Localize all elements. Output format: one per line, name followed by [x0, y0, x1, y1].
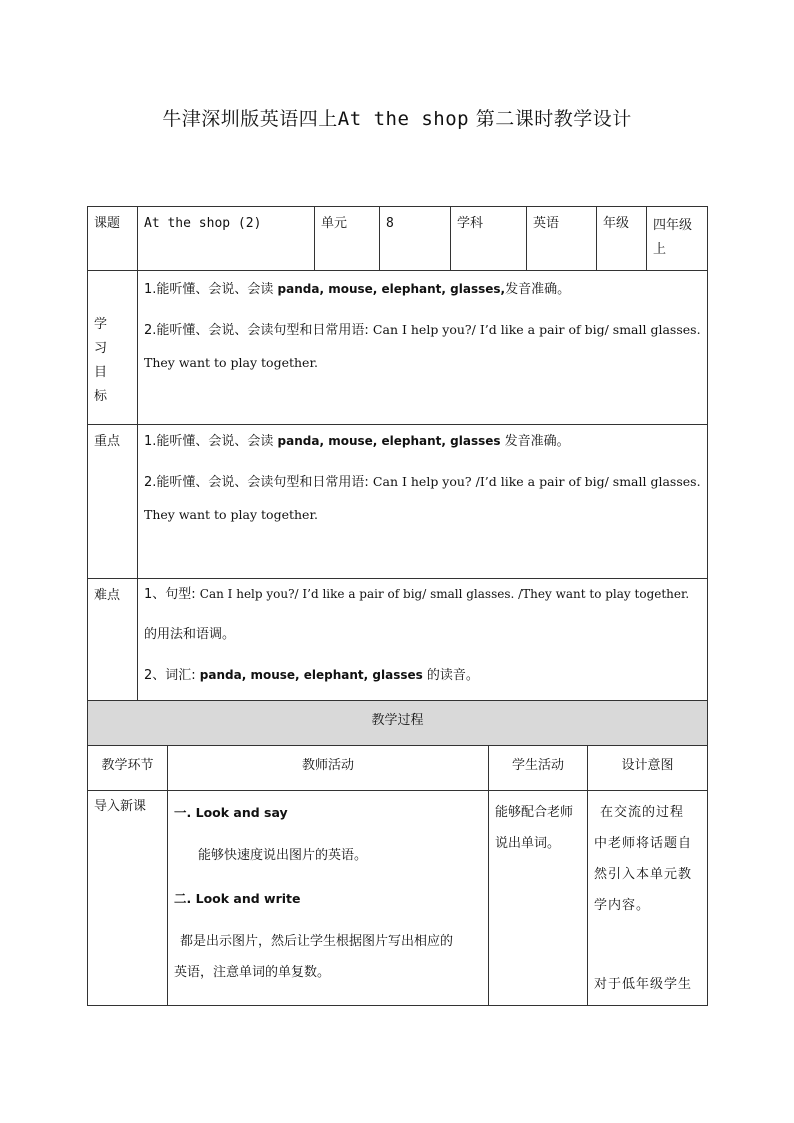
col-intent: 设计意图	[588, 746, 708, 791]
difficult-line-3: 2、词汇: panda, mouse, elephant, glasses 的读音。	[144, 668, 479, 683]
intent-line-1: 在交流的过程	[600, 805, 685, 820]
difficult-label: 难点	[88, 579, 138, 701]
stage-cell: 导入新课	[88, 791, 168, 1006]
grade-label: 年级	[597, 207, 647, 271]
grade-value: 四年级上	[647, 207, 708, 271]
key-line-2: 2.能听懂、会说、会读句型和日常用语: Can I help you? /I’d like a pair of big/ small glasses.	[144, 474, 701, 490]
subject-value: 英语	[527, 207, 597, 271]
unit-label: 单元	[315, 207, 380, 271]
difficult-content	[138, 579, 708, 701]
topic-value: At the shop (2)	[138, 207, 315, 271]
key-line-3: They want to play together.	[144, 507, 319, 522]
goals-label: 学习目标	[88, 271, 138, 425]
goal-line-2: 2.能听懂、会说、会读句型和日常用语: Can I help you?/ I’d like a pair of big/ small glasses.	[144, 322, 701, 338]
intent-line-4: 学内容。	[594, 898, 651, 913]
col-teacher: 教师活动	[168, 746, 489, 791]
lesson-info-table	[87, 206, 708, 701]
intent-line-2: 中老师将话题自	[594, 836, 693, 851]
subject-label: 学科	[451, 207, 527, 271]
intent-line-3: 然引入本单元教	[594, 867, 693, 882]
process-columns-row	[88, 746, 708, 791]
intent-line-5: 对于低年级学生	[594, 977, 693, 992]
teacher-step-2-desc: 都是出示图片，然后让学生根据图片写出相应的	[180, 934, 454, 949]
header-row	[88, 207, 708, 271]
difficult-line-1: 1、句型: Can I help you?/ I’d like a pair of big/ small glasses. /They want to play together.	[144, 587, 690, 602]
topic-label: 课题	[88, 207, 138, 271]
difficult-line-2: 的用法和语调。	[144, 627, 236, 642]
key-line-1: 1.能听懂、会说、会读 panda, mouse, elephant, glasses 发音准确。	[144, 434, 570, 449]
title-text-end: 第二课时教学设计	[475, 108, 632, 130]
teacher-activity-cell	[168, 791, 489, 1006]
col-stage: 教学环节	[88, 746, 168, 791]
teacher-step-1: 一. Look and say	[174, 805, 288, 820]
page-title	[0, 104, 794, 131]
teacher-step-1-desc: 能够快速度说出图片的英语。	[198, 848, 368, 863]
process-row	[88, 791, 708, 1006]
key-label: 重点	[88, 425, 138, 579]
intent-cell	[588, 791, 708, 1006]
difficult-points-row	[88, 579, 708, 701]
student-line-1: 能够配合老师	[495, 805, 574, 820]
goal-line-3: They want to play together.	[144, 355, 319, 370]
student-line-2: 说出单词。	[495, 836, 561, 851]
process-heading-row	[88, 701, 708, 746]
teaching-process-table	[87, 700, 708, 1006]
teacher-step-2: 二. Look and write	[174, 891, 301, 906]
process-heading: 教学过程	[88, 701, 708, 746]
title-text: 牛津深圳版英语四上	[162, 108, 338, 130]
col-student: 学生活动	[489, 746, 588, 791]
teacher-step-2-desc-cont: 英语，注意单词的单复数。	[174, 965, 331, 980]
key-content	[138, 425, 708, 579]
goal-line-1: 1.能听懂、会说、会读 panda, mouse, elephant, glasses,发音准确。	[144, 282, 571, 297]
title-lesson-name: At the shop	[337, 108, 470, 130]
key-points-row	[88, 425, 708, 579]
goals-row	[88, 271, 708, 425]
goals-content	[138, 271, 708, 425]
student-activity-cell	[489, 791, 588, 1006]
unit-value: 8	[380, 207, 451, 271]
